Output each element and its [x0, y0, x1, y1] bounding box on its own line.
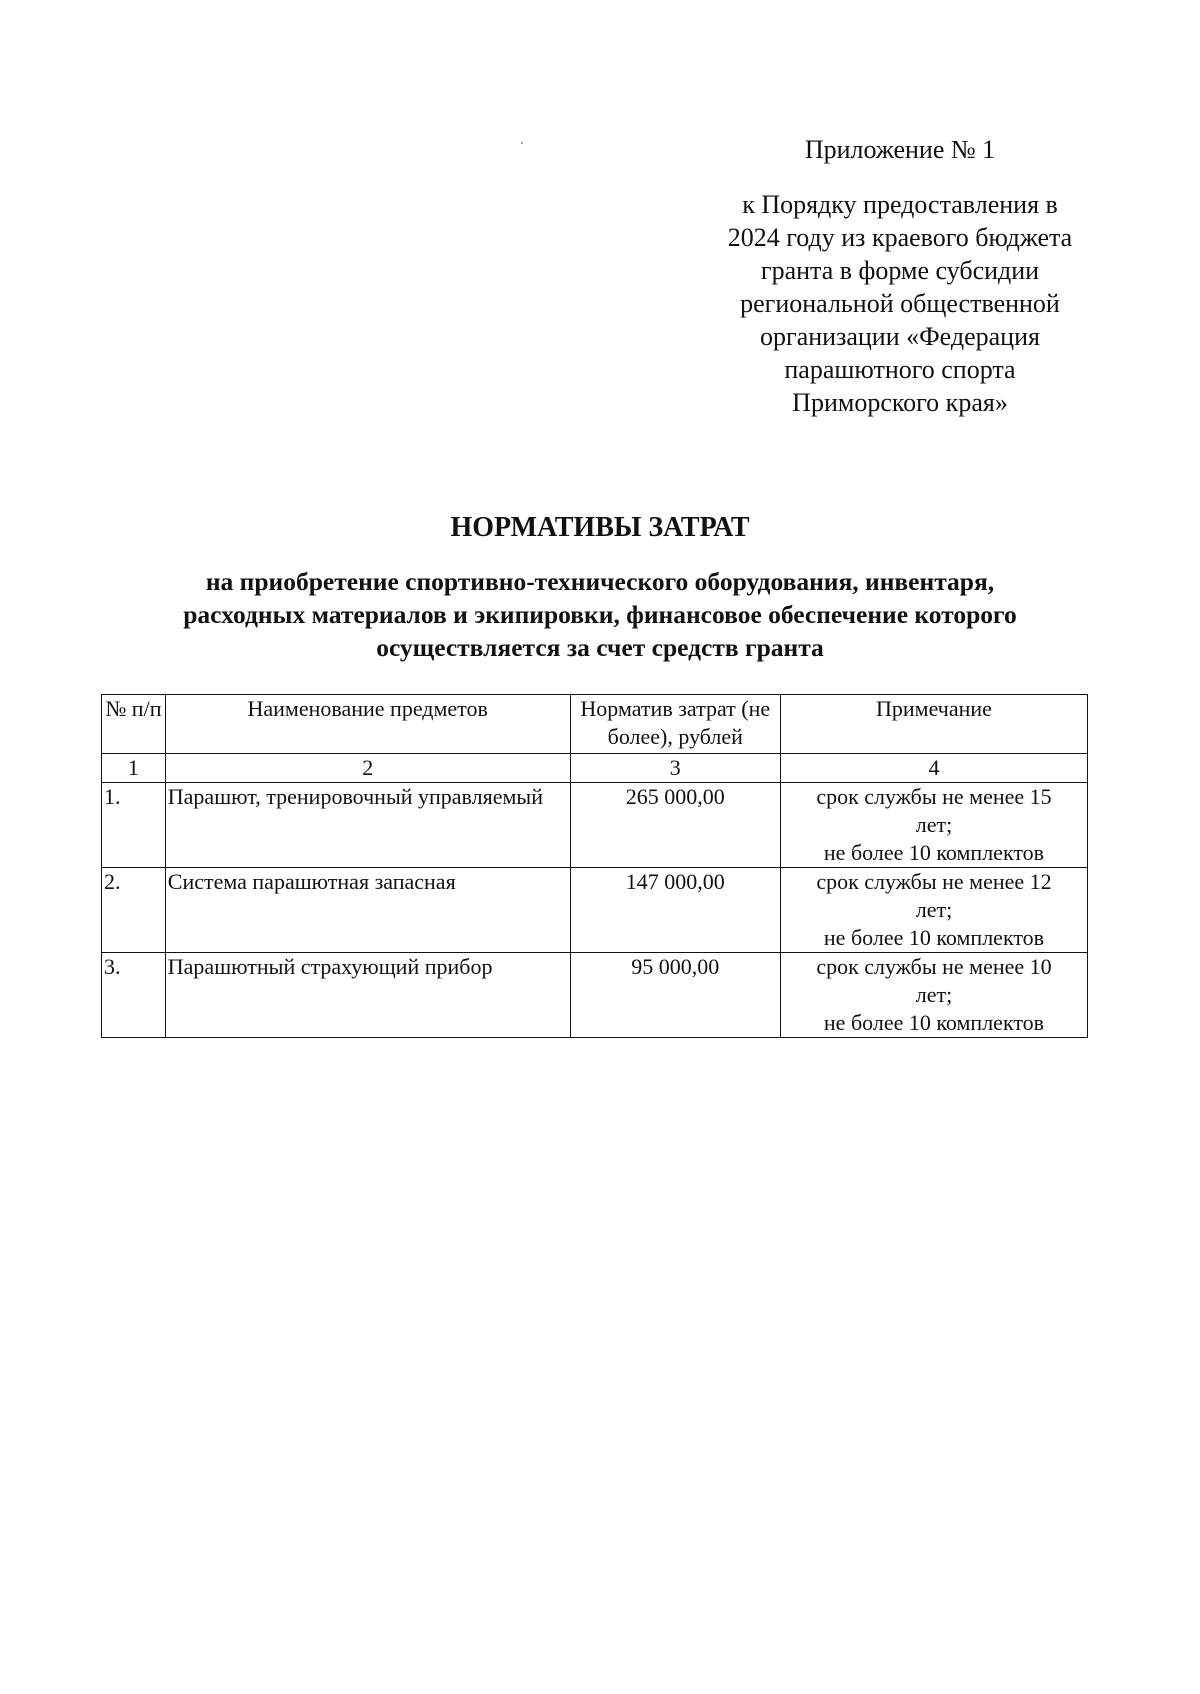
appendix-line: организации «Федерация	[760, 322, 1040, 351]
row-cost: 265 000,00	[570, 783, 780, 868]
note-line: лет;	[915, 812, 953, 837]
note-line: срок службы не менее 12	[816, 869, 1052, 894]
column-number-row	[102, 754, 1088, 783]
row-note	[780, 953, 1087, 1038]
note-line: срок службы не менее 15	[816, 784, 1052, 809]
document-title: НОРМАТИВЫ ЗАТРАТ	[450, 512, 750, 543]
header-cell-note: Примечание	[780, 695, 1087, 754]
subtitle-line: осуществляется за счет средств гранта	[376, 633, 824, 662]
column-number-cell: 1	[102, 754, 166, 783]
note-line: срок службы не менее 10	[816, 954, 1052, 979]
column-number-cell: 4	[780, 754, 1087, 783]
header-cell-number: № п/п	[102, 695, 166, 754]
header-cell-cost: Норматив затрат (не более), рублей	[570, 695, 780, 754]
note-line: лет;	[915, 897, 953, 922]
appendix-line: к Порядку предоставления в	[742, 190, 1058, 219]
note-line: лет;	[915, 982, 953, 1007]
row-number: 2.	[102, 868, 166, 953]
note-line: не более 10 комплектов	[823, 1010, 1045, 1035]
header-cell-name: Наименование предметов	[165, 695, 570, 754]
table-row	[102, 953, 1088, 1038]
appendix-title: Приложение № 1	[804, 135, 996, 164]
table-row	[102, 868, 1088, 953]
scan-speck	[521, 142, 523, 144]
row-item-name: Парашютный страхующий прибор	[165, 953, 570, 1038]
subtitle-line: на приобретение спортивно-технического оборудования, инвентаря,	[205, 567, 995, 596]
norms-table	[101, 694, 1088, 1038]
appendix-line: гранта в форме субсидии	[760, 256, 1040, 285]
note-line: не более 10 комплектов	[823, 840, 1045, 865]
row-cost: 95 000,00	[570, 953, 780, 1038]
row-number: 3.	[102, 953, 166, 1038]
row-note	[780, 868, 1087, 953]
subtitle-line: расходных материалов и экипировки, финансовое обеспечение которого	[183, 600, 1017, 629]
table-row	[102, 783, 1088, 868]
table-header-row	[102, 695, 1088, 754]
row-cost: 147 000,00	[570, 868, 780, 953]
column-number-cell: 2	[165, 754, 570, 783]
note-line: не более 10 комплектов	[823, 925, 1045, 950]
appendix-line: 2024 году из краевого бюджета	[727, 223, 1073, 252]
appendix-line: парашютного спорта	[784, 355, 1016, 384]
appendix-block	[700, 133, 1100, 419]
row-item-name: Система парашютная запасная	[165, 868, 570, 953]
row-number: 1.	[102, 783, 166, 868]
row-note	[780, 783, 1087, 868]
appendix-line: региональной общественной	[740, 289, 1060, 318]
row-item-name: Парашют, тренировочный управляемый	[165, 783, 570, 868]
document-subtitle	[100, 565, 1100, 664]
appendix-line: Приморского края»	[792, 388, 1008, 417]
column-number-cell: 3	[570, 754, 780, 783]
